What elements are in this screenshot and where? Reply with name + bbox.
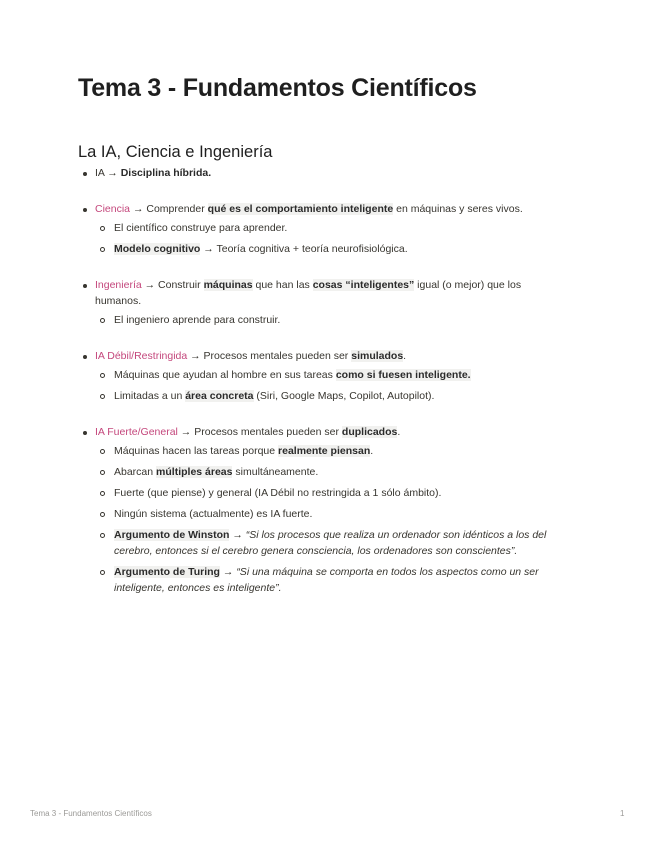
sub-list — [95, 367, 568, 404]
term-ia-fuerte: IA Fuerte/General — [95, 426, 178, 438]
list-item-ia-debil: IA Débil/Restringida → Procesos mentales pueden ser simulados. Máquinas que ayudan al hombre en sus tareas como si fuesen inteligente. Limitadas a un área concreta (Siri, Google Maps, Copilot, Autopilot). — [78, 348, 568, 404]
sub-item: El ingeniero aprende para construir. — [95, 312, 568, 328]
topic-list — [78, 165, 568, 601]
list-item-ia: IA → Disciplina híbrida. — [78, 165, 568, 181]
list-item-ia-fuerte: IA Fuerte/General → Procesos mentales pueden ser duplicados. Máquinas hacen las tareas porque realmente piensan. Abarcan múltiples áreas simultáneamente. Fuerte (que piense) y general (IA Débil no restringida a 1 sólo ámbito). Ningún sistema (actualmente) es IA fuerte. Argumento de Winston → “Si los procesos que realiza un ordenador son idénticos a los del cerebro, entonces si el cerebro genera consciencia, los ordenadores son conscientes”. Argumento de Turing → “Si una máquina se comporta en todos los aspectos como un ser inteligente, entonces es inteligente”. — [78, 424, 568, 596]
sub-item: Modelo cognitivo → Teoría cognitiva + teoría neurofisiológica. — [95, 241, 568, 257]
term-ciencia: Ciencia — [95, 203, 131, 215]
term-ia-debil: IA Débil/Restringida — [95, 350, 188, 362]
sub-list — [95, 443, 568, 596]
sub-item: El científico construye para aprender. — [95, 220, 568, 236]
sub-item: Abarcan múltiples áreas simultáneamente. — [95, 464, 568, 480]
sub-list — [95, 312, 568, 328]
list-item-ciencia: Ciencia → Comprender qué es el comportamiento inteligente en máquinas y seres vivos. El científico construye para aprender. Modelo cognitivo → Teoría cognitiva + teoría neurofisiológica. — [78, 201, 568, 257]
sub-item: Máquinas hacen las tareas porque realmente piensan. — [95, 443, 568, 459]
bold-text: Disciplina híbrida. — [120, 167, 212, 179]
page-title: Tema 3 - Fundamentos Científicos — [78, 74, 477, 102]
footer-title: Tema 3 - Fundamentos Científicos — [30, 809, 152, 818]
sub-item-turing: Argumento de Turing → “Si una máquina se comporta en todos los aspectos como un ser inteligente, entonces es inteligente”. — [95, 564, 568, 596]
sub-item: Ningún sistema (actualmente) es IA fuerte. — [95, 506, 568, 522]
section-heading: La IA, Ciencia e Ingeniería — [78, 143, 273, 161]
term-ingenieria: Ingeniería — [95, 279, 142, 291]
sub-item: Máquinas que ayudan al hombre en sus tareas como si fuesen inteligente. — [95, 367, 568, 383]
page-number: 1 — [620, 809, 625, 818]
sub-item-winston: Argumento de Winston → “Si los procesos que realiza un ordenador son idénticos a los del cerebro, entonces si el cerebro genera consciencia, los ordenadores son conscientes”. — [95, 527, 568, 559]
list-item-ingenieria: Ingeniería → Construir máquinas que han las cosas “inteligentes” igual (o mejor) que los humanos. El ingeniero aprende para construir. — [78, 277, 568, 328]
sub-list — [95, 220, 568, 257]
sub-item: Limitadas a un área concreta (Siri, Google Maps, Copilot, Autopilot). — [95, 388, 568, 404]
sub-item: Fuerte (que piense) y general (IA Débil no restringida a 1 sólo ámbito). — [95, 485, 568, 501]
bold-text: qué es el comportamiento inteligente — [207, 203, 394, 215]
